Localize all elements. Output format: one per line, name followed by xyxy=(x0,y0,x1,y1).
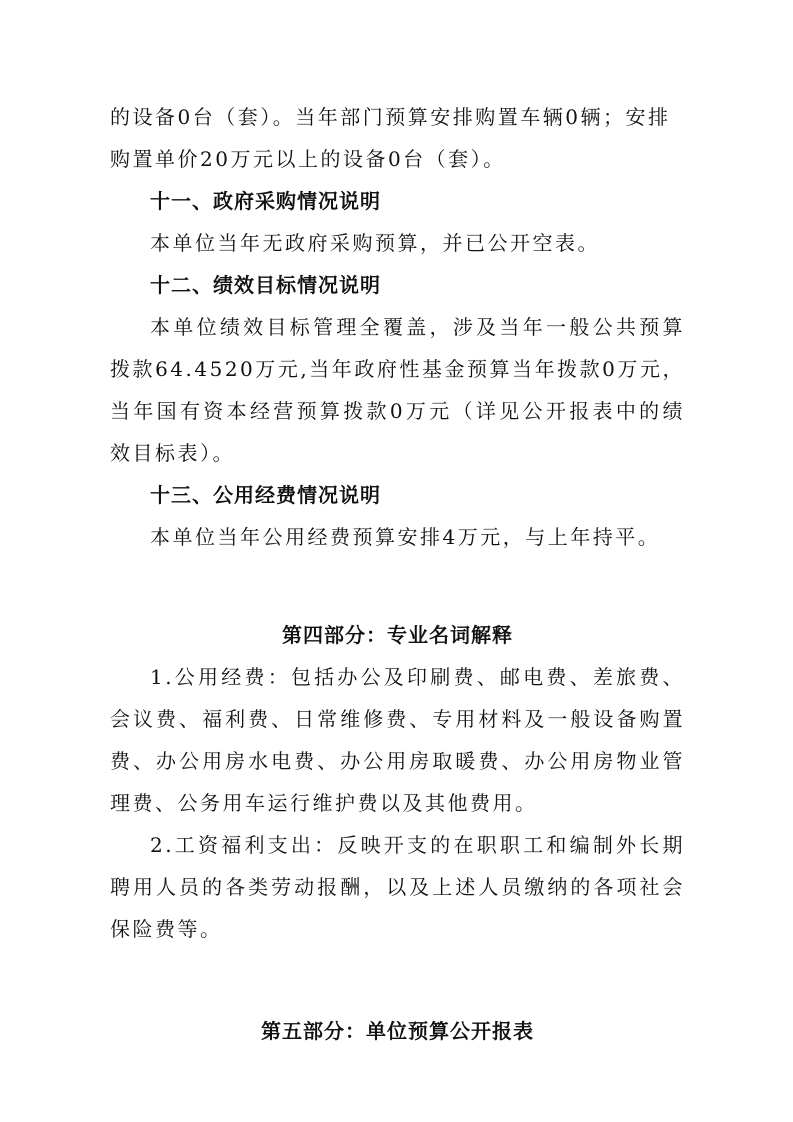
intro-line-1: 的设备0台（套）。当年部门预算安排购置车辆0辆；安排 xyxy=(110,105,671,129)
part-4-item-1: 1.公用经费：包括办公及印刷费、邮电费、差旅费、会议费、福利费、日常维修费、专用材料及一般设备购置费、办公用房水电费、办公用房取暖费、办公用房物业管理费、公务用车运行维护费以及其他费用。 xyxy=(110,665,685,815)
spacer xyxy=(110,558,685,614)
spacer xyxy=(110,950,685,1010)
section-13-heading: 十三、公用经费情况说明 xyxy=(150,483,381,507)
section-12-heading: 十二、绩效目标情况说明 xyxy=(150,273,381,297)
document-page xyxy=(110,96,685,1052)
part-4-item-2: 2.工资福利支出：反映开支的在职职工和编制外长期聘用人员的各类劳动报酬，以及上述人员缴纳的各项社会保险费等。 xyxy=(110,833,685,941)
section-13-body: 本单位当年公用经费预算安排4万元，与上年持平。 xyxy=(150,525,661,549)
intro-line-2: 购置单价20万元以上的设备0台（套）。 xyxy=(110,147,506,171)
part-4-title: 第四部分：专业名词解释 xyxy=(282,623,513,647)
section-11-body: 本单位当年无政府采购预算，并已公开空表。 xyxy=(150,231,600,255)
section-12-body: 本单位绩效目标管理全覆盖，涉及当年一般公共预算拨款64.4520万元,当年政府性基金预算当年拨款0万元，当年国有资本经营预算拨款0万元（详见公开报表中的绩效目标表）。 xyxy=(110,315,685,465)
section-11-heading: 十一、政府采购情况说明 xyxy=(150,189,381,213)
part-5-title: 第五部分：单位预算公开报表 xyxy=(261,1019,534,1043)
